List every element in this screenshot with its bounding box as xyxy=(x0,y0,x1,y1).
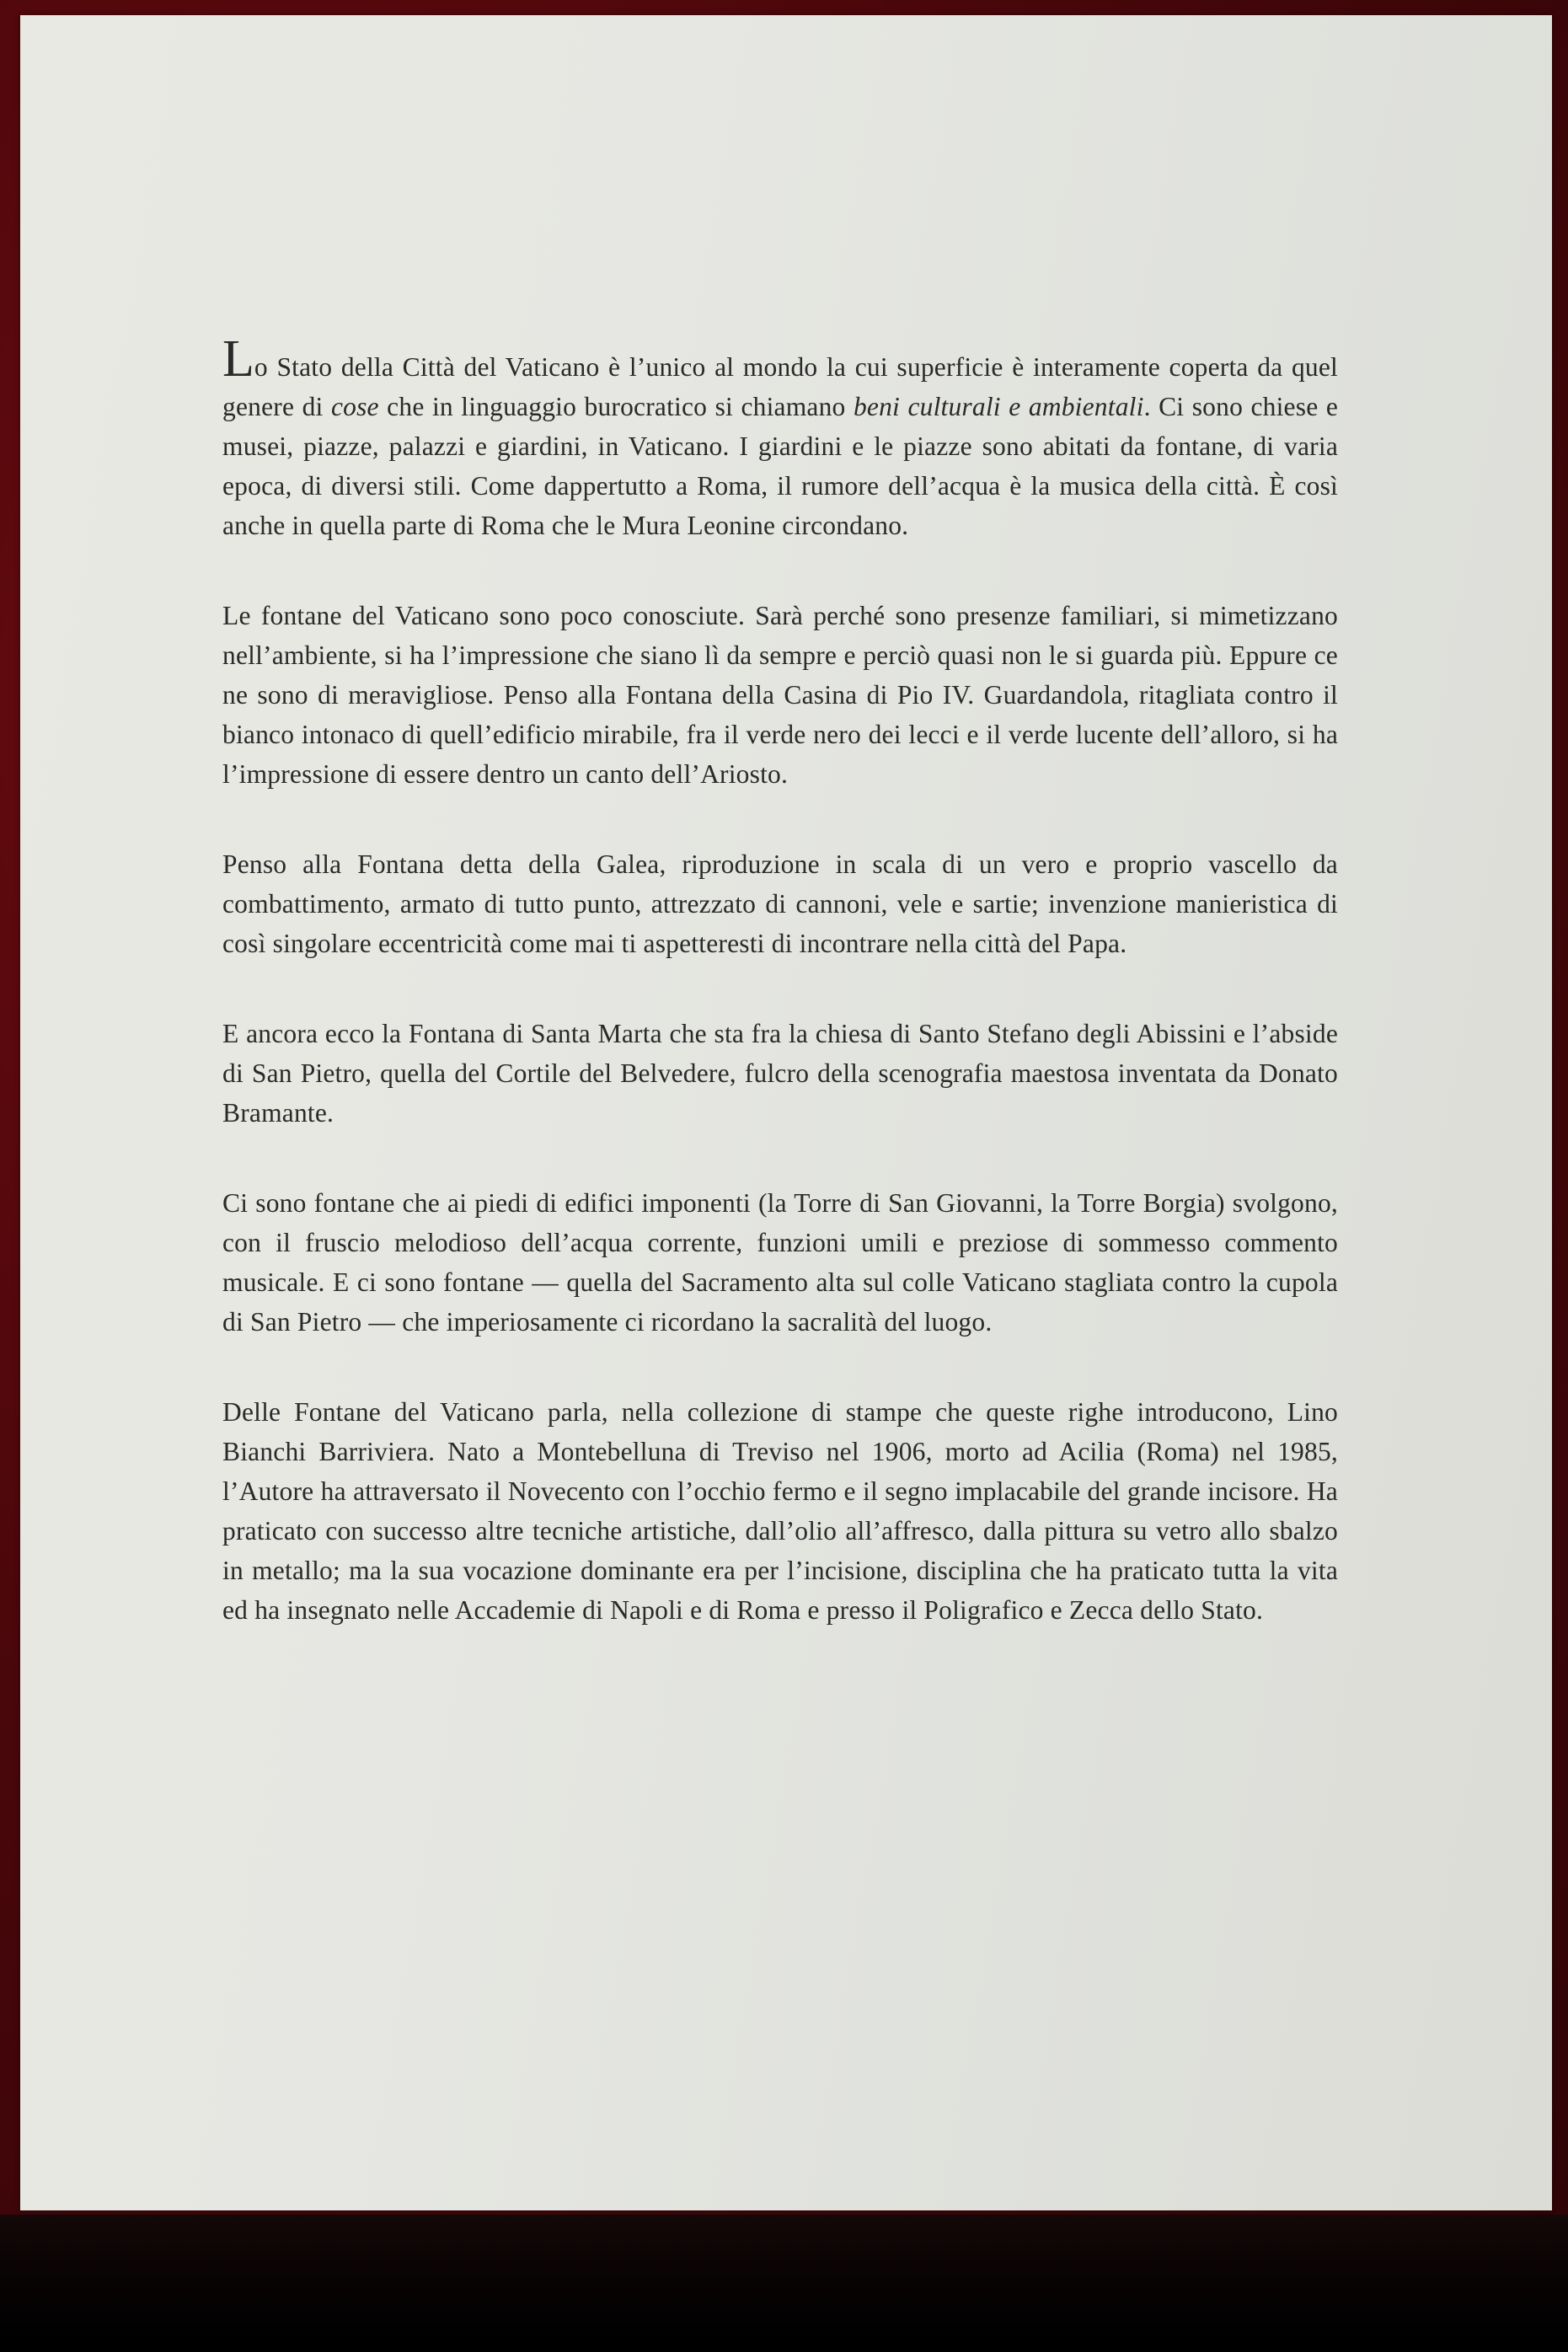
text-body xyxy=(222,330,1339,1680)
italic-term-beni-culturali: beni culturali e ambientali xyxy=(853,392,1144,421)
paragraph-6 xyxy=(222,1392,1338,1630)
paragraph-3-text: Penso alla Fontana detta della Galea, riproduzione in scala di un vero e proprio vascello da combattimento, armato di tutto punto, attrezzato di cannoni, vele e sartie; invenzione manieristica di così singolare eccentricità come mai ti aspetteresti di incontrare nella città del Papa. xyxy=(222,849,1338,958)
paragraph-1-text: o Stato della Città del Vaticano è l’unico al mondo la cui superficie è interamente coperta da quel genere di xyxy=(222,352,1338,421)
paragraph-4-text: E ancora ecco la Fontana di Santa Marta che sta fra la chiesa di Santo Stefano degli Abissini e l’abside di San Pietro, quella del Cortile del Belvedere, fulcro della scenografia maestosa inventata da Donato Bramante. xyxy=(222,1019,1338,1128)
paragraph-2-text: Le fontane del Vaticano sono poco conosciute. Sarà perché sono presenze familiari, si mimetizzano nell’ambiente, si ha l’impressione che siano lì da sempre e perciò quasi non le si guarda più. Eppure ce ne sono di meravigliose. Penso alla Fontana della Casina di Pio IV. Guardandola, ritagliata contro il bianco intonaco di quell’edificio mirabile, fra il verde nero dei lecci e il verde lucente dell’alloro, si ha l’impressione di essere dentro un canto dell’Ariosto. xyxy=(222,601,1338,789)
paragraph-5-text: Ci sono fontane che ai piedi di edifici imponenti (la Torre di San Giovanni, la Torre Borgia) svolgono, con il fruscio melodioso dell’acqua corrente, funzioni umili e preziose di sommesso commento musicale. E ci sono fontane — quella del Sacramento alta sul colle Vaticano stagliata contro la cupola di San Pietro — che imperiosamente ci ricordano la sacralità del luogo. xyxy=(222,1188,1338,1337)
paragraph-4 xyxy=(222,1014,1338,1133)
italic-term-cose: cose xyxy=(330,392,379,421)
drop-cap: L xyxy=(222,330,254,388)
paragraph-2 xyxy=(222,596,1338,794)
paragraph-1 xyxy=(222,330,1339,545)
paragraph-6-text: Delle Fontane del Vaticano parla, nella collezione di stampe che queste righe introducono, Lino Bianchi Barriviera. Nato a Montebelluna di Treviso nel 1906, morto ad Acilia (Roma) nel 1985, l’Autore ha attraversato il Novecento con l’occhio fermo e il segno implacabile del grande incisore. Ha praticato con successo altre tecniche artistiche, dall’olio all’affresco, dalla pittura su vetro allo sbalzo in metallo; ma la sua vocazione dominante era per l’incisione, disciplina che ha praticato tutta la vita ed ha insegnato nelle Accademie di Napoli e di Roma e presso il Poligrafico e Zecca dello Stato. xyxy=(222,1397,1338,1625)
paragraph-1-text: che in linguaggio burocratico si chiamano xyxy=(378,392,854,421)
paragraph-5 xyxy=(222,1183,1338,1342)
paragraph-3 xyxy=(222,844,1338,963)
paragraph-1-text: . Ci sono chiese e musei, piazze, palazzi e giardini, in Vaticano. I giardini e le piazze sono abitati da fontane, di varia epoca, di diversi stili. Come dappertutto a Roma, il rumore dell’acqua è la musica della città. È così anche in quella parte di Roma che le Mura Leonine circondano. xyxy=(222,392,1339,540)
dark-floor xyxy=(0,2215,1568,2352)
paper-sheet xyxy=(20,15,1552,2210)
